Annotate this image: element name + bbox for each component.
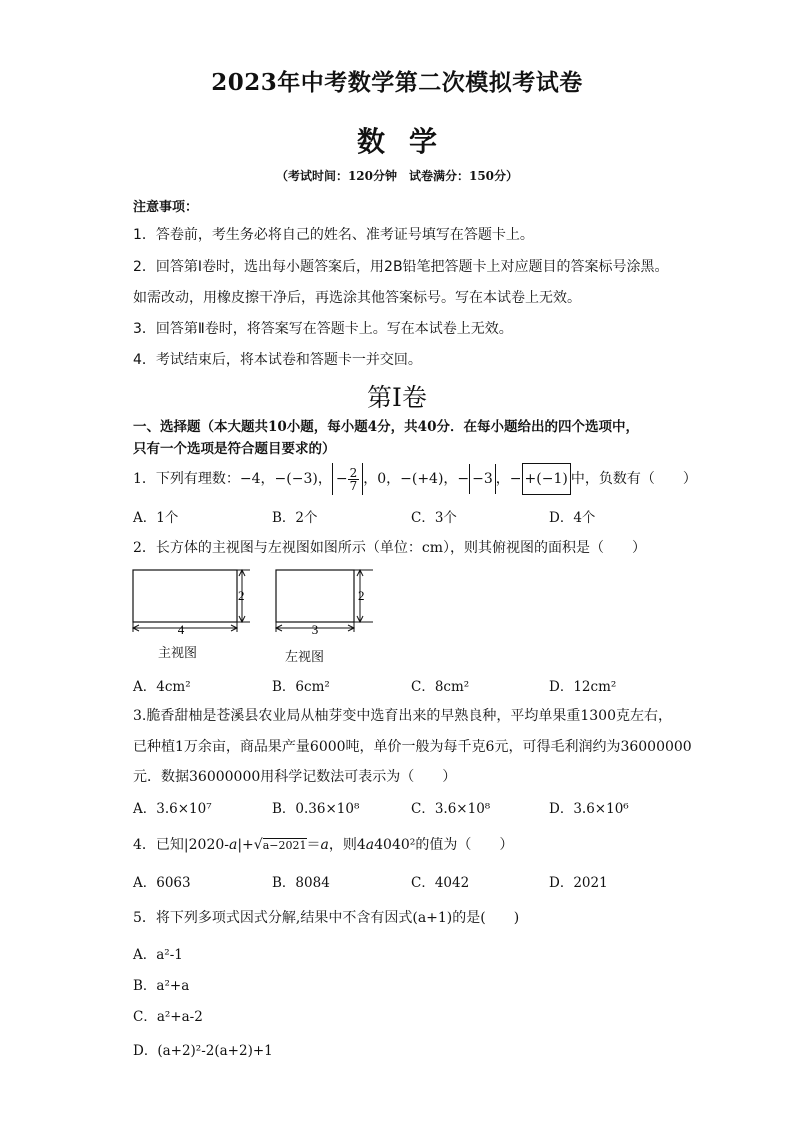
notice-heading: 注意事项： — [133, 200, 199, 215]
front-view-rect — [133, 570, 237, 622]
q1-bracket: +(−1) — [522, 463, 571, 495]
front-width-label: 4 — [177, 622, 185, 637]
q4-mid: |+ — [237, 837, 254, 853]
q5-option-c: C．a²+a-2 — [133, 1009, 203, 1025]
q1-suffix: 中，负数有（ ） — [570, 471, 697, 487]
q2-option-d: D．12cm² — [549, 679, 617, 695]
q4-var-a-3: a — [365, 837, 375, 853]
notice-line-2: 2．回答第Ⅰ卷时，选出每小题答案后，用2B铅笔把答题卡上对应题目的答案标号涂黑。 — [133, 259, 669, 275]
q4-sqrt: a−2021 — [262, 839, 307, 852]
question-1-stem — [133, 463, 697, 495]
section-heading-line-1: 一、选择题（本大题共10小题，每小题4分，共40分．在每小题给出的四个选项中， — [133, 419, 639, 435]
q1-term-2: −(−3)， — [274, 471, 332, 487]
front-view-caption: 主视图 — [158, 646, 198, 661]
q4-eq: ＝ — [306, 837, 321, 853]
question-4-stem: 4．已知|2020-a|+√a−2021＝a，则4a4040²的值为（ ） — [133, 837, 514, 853]
q1-frac-num: 2 — [349, 465, 358, 480]
side-view-caption: 左视图 — [285, 650, 325, 665]
q1-abs-fraction: − $\frac{2}{7}$ — [332, 463, 363, 495]
q3-option-b: B．0.36×10⁸ — [272, 801, 360, 817]
q1-option-d: D．4个 — [549, 510, 596, 526]
front-height-label: 2 — [238, 588, 245, 603]
q4-option-b: B．8084 — [272, 875, 330, 891]
notice-line-5: 4．考试结束后，将本试卷和答题卡一并交回。 — [133, 352, 422, 368]
q5-option-b: B．a²+a — [133, 978, 190, 994]
exam-info: （考试时间：120分钟 试卷满分：150分） — [275, 169, 519, 183]
side-height-label: 2 — [358, 588, 365, 603]
q1-term-4: ，0，−(+4)，− — [363, 471, 470, 487]
exam-title: 2023年中考数学第二次模拟考试卷 — [211, 69, 583, 96]
q5-option-d: D．(a+2)²-2(a+2)+1 — [133, 1043, 273, 1059]
section-heading-line-2: 只有一个选项是符合题目要求的） — [133, 441, 336, 457]
notice-line-4: 3．回答第Ⅱ卷时，将答案写在答题卡上。写在本试卷上无效。 — [133, 321, 513, 337]
q2-figure — [128, 562, 388, 640]
q4-option-d: D．2021 — [549, 875, 608, 891]
volume-title: 第Ⅰ卷 — [367, 383, 427, 412]
question-2-stem: 2．长方体的主视图与左视图如图所示（单位：cm），则其俯视图的面积是（ ） — [133, 540, 647, 556]
q3-option-d: D．3.6×10⁶ — [549, 801, 629, 817]
q4-suffix-2: ，则4 — [328, 837, 366, 853]
q4-option-a: A．6063 — [133, 875, 191, 891]
q1-frac-den: 7 — [349, 478, 358, 493]
q5-option-a: A．a²-1 — [133, 947, 183, 963]
q1-option-c: C．3个 — [411, 510, 457, 526]
q3-line-3: 元．数据36000000用科学记数法可表示为（ ） — [133, 769, 457, 785]
subject-title: 数学 — [356, 125, 461, 158]
q1-option-a: A．1个 — [133, 510, 179, 526]
q2-option-c: C．8cm² — [411, 679, 470, 695]
side-width-label: 3 — [311, 622, 319, 637]
q1-term-5: ，− — [495, 471, 522, 487]
q4-option-c: C．4042 — [411, 875, 470, 891]
notice-line-3: 如需改动，用橡皮擦干净后，再选涂其他答案标号。写在本试卷上无效。 — [133, 290, 581, 306]
q3-option-a: A．3.6×10⁷ — [133, 801, 212, 817]
question-5-stem: 5．将下列多项式因式分解,结果中不含有因式(a+1)的是( ) — [133, 910, 520, 926]
q3-line-2: 已种植1万余亩，商品果产量6000吨，单价一般为每千克6元，可得毛利润约为36000000 — [133, 739, 692, 755]
q4-suffix-3: 4040²的值为（ ） — [374, 837, 514, 853]
q1-option-b: B．2个 — [272, 510, 318, 526]
q4-var-a-2: a — [320, 837, 329, 853]
q2-option-b: B．6cm² — [272, 679, 330, 695]
q3-line-1: 3.脆香甜柚是苍溪县农业局从柚芽变中选育出来的早熟良种，平均单果重1300克左右， — [133, 708, 672, 724]
notice-line-1: 1．答卷前，考生务必将自己的姓名、准考证号填写在答题卡上。 — [133, 227, 534, 243]
q1-abs-3: −3 — [469, 464, 496, 494]
side-view-rect — [276, 570, 354, 622]
q4-var-a: a — [228, 837, 238, 853]
q4-prefix: 4．已知|2020- — [133, 837, 229, 853]
q1-prefix: 1．下列有理数：−4， — [133, 471, 275, 487]
q3-option-c: C．3.6×10⁸ — [411, 801, 491, 817]
q1-fraction — [348, 467, 360, 492]
q2-option-a: A．4cm² — [133, 679, 191, 695]
